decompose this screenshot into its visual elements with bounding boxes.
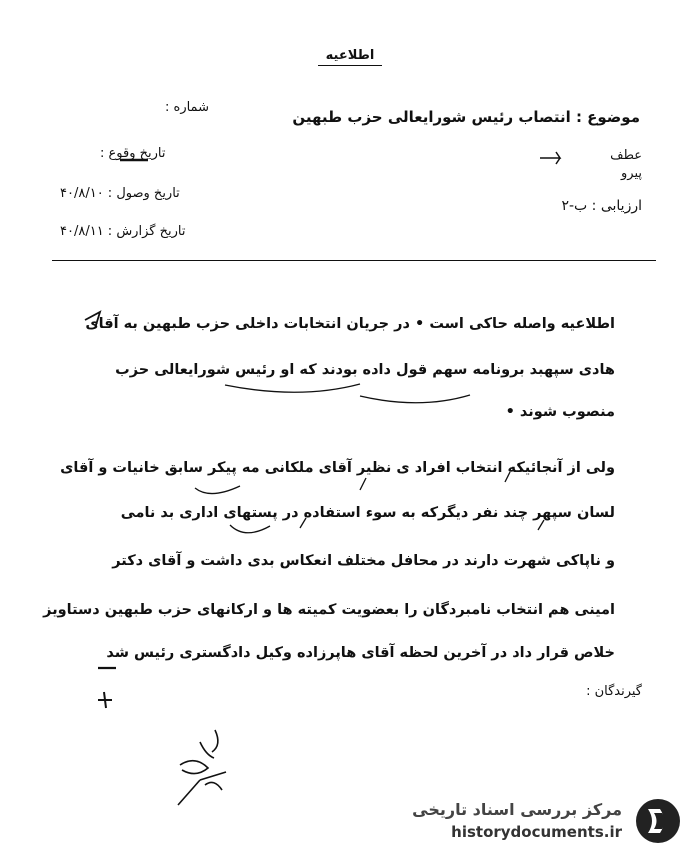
archive-logo-icon xyxy=(634,797,682,845)
receipt-date: تاریخ وصول : ۴۰/۸/۱۰ xyxy=(60,186,180,201)
report-date: تاریخ گزارش : ۴۰/۸/۱۱ xyxy=(60,224,186,239)
archive-org-name: مرکز بررسی اسناد تاریخی xyxy=(412,800,622,819)
document-title xyxy=(0,48,700,63)
document-title-text: اطلاعیه xyxy=(318,48,383,66)
peyrow-label: پیرو xyxy=(621,166,642,181)
body-line-1: اطلاعیه واصله حاکی است • در جریان انتخابات داخلی حزب طبهین به آقای xyxy=(85,316,615,332)
atf-label: عطف xyxy=(610,148,642,163)
subject-line: موضوع : انتصاب رئیس شورایعالی حزب طبهین xyxy=(292,108,640,126)
assessment-label: ارزیابی : ب-۲ xyxy=(561,198,642,214)
recipients-label: گیرندگان : xyxy=(586,684,642,699)
number-label: شماره : xyxy=(165,100,209,115)
occurrence-date: تاریخ وقوع : xyxy=(100,146,166,161)
header-divider xyxy=(52,260,656,261)
body-line-4: ولی از آنجائیکه انتخاب افراد ی نظیر آقای ملکانی مه پیکر سابق خانیات و آقای xyxy=(60,460,615,476)
body-line-6: و ناپاکی شهرت دارند در محافل مختلف انعکاس بدی داشت و آقای دکتر xyxy=(112,553,615,569)
body-line-8: خلاص قرار داد در آخرین لحظه آقای هاپرزاده وکیل دادگستری رئیس شد xyxy=(106,645,615,661)
body-line-3: منصوب شوند • xyxy=(505,404,615,420)
archive-url: historydocuments.ir xyxy=(451,823,622,841)
body-line-2: هادی سپهبد برونامه سهم قول داده بودند که او رئیس شورایعالی حزب xyxy=(115,362,615,378)
body-line-5: لسان سپهر چند نفر دیگرکه به سوء استفاده در پستهای اداری بد نامی xyxy=(120,505,615,521)
body-line-7: امینی هم انتخاب نامبردگان را بعضویت کمیته ها و ارکانهای حزب طبهین دستاویز xyxy=(43,602,615,618)
